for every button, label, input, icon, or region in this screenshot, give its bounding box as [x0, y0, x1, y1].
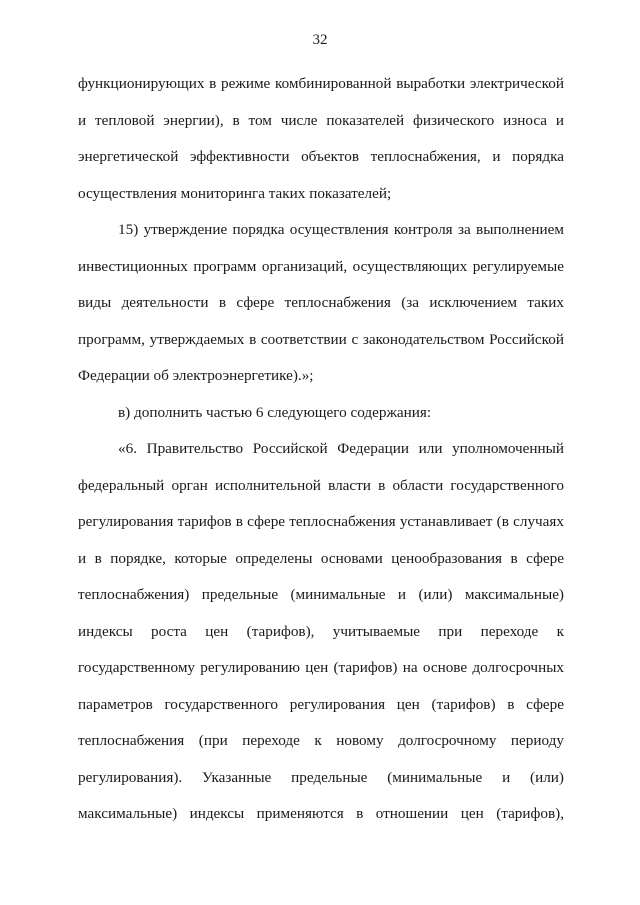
text-line: индексы роста цен (тарифов), учитываемые при переходе к: [78, 622, 564, 640]
text-line: инвестиционных программ организаций, осуществляющих регулируемые: [78, 257, 564, 275]
text-line: в) дополнить частью 6 следующего содержания:: [118, 403, 432, 421]
text-line: и тепловой энергии), в том числе показателей физического износа и: [78, 111, 564, 129]
text-line: Федерации об электроэнергетике).»;: [78, 367, 314, 384]
text-line: «6. Правительство Российской Федерации или уполномоченный: [118, 440, 564, 457]
text-line: программ, утверждаемых в соответствии с законодательством Российской: [78, 330, 564, 348]
text-line: параметров государственного регулирования цен (тарифов) в сфере: [78, 695, 564, 713]
paragraph-4: [78, 431, 564, 833]
text-line: государственному регулированию цен (тарифов) на основе долгосрочных: [78, 659, 564, 676]
text-line: энергетической эффективности объектов теплоснабжения, и порядка: [78, 148, 564, 165]
text-line: осуществления мониторинга таких показателей;: [78, 184, 392, 202]
paragraph-2: [78, 212, 564, 395]
text-line: функционирующих в режиме комбинированной выработки электрической: [78, 75, 564, 92]
body-text: [78, 66, 564, 833]
text-line: и в порядке, которые определены основами ценообразования в сфере: [78, 549, 564, 567]
text-line: виды деятельности в сфере теплоснабжения (за исключением таких: [78, 294, 564, 311]
text-line: максимальные) индексы применяются в отношении цен (тарифов),: [78, 805, 564, 822]
page-number: 32: [312, 32, 328, 48]
text-line: регулирования тарифов в сфере теплоснабжения устанавливает (в случаях: [78, 513, 564, 530]
paragraph-3: [78, 395, 564, 432]
paragraph-1: [78, 66, 564, 212]
text-line: теплоснабжения (при переходе к новому долгосрочному периоду: [78, 732, 564, 749]
text-line: федеральный орган исполнительной власти в области государственного: [78, 476, 564, 494]
text-line: теплоснабжения) предельные (минимальные и (или) максимальные): [78, 586, 564, 603]
text-line: регулирования). Указанные предельные (минимальные и (или): [78, 768, 564, 786]
text-line: 15) утверждение порядка осуществления контроля за выполнением: [118, 221, 564, 238]
